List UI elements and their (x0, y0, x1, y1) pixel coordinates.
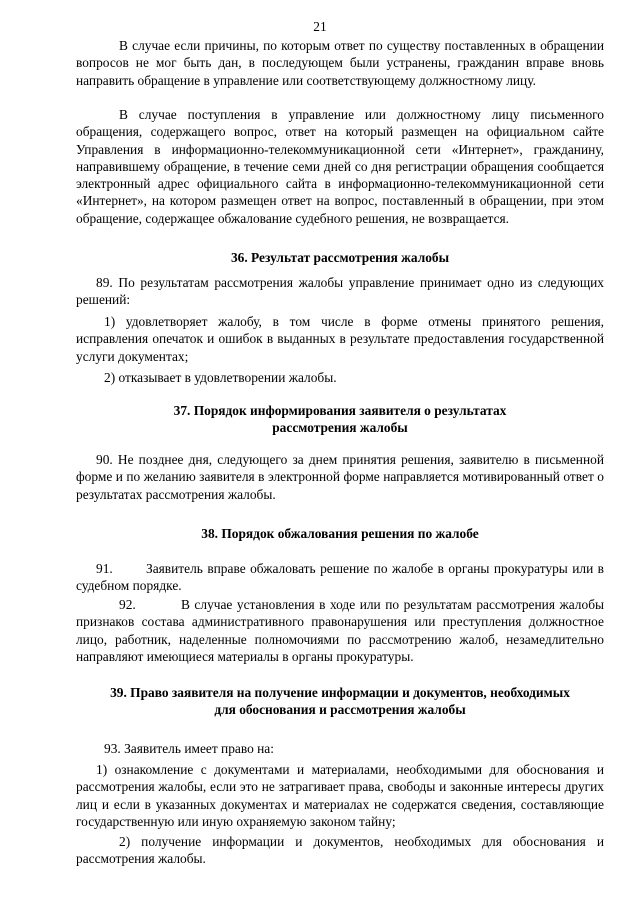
paragraph-92-text: В случае установления в ходе или по результатам рассмотрения жалобы признаков состава административного правонарушения или преступления должностное лицо, работник, наделенные полномочиями по рассмотрению жалоб, незамедлительно направляют имеющиеся материалы в органы прокуратуры. (76, 597, 604, 664)
page-number: 21 (313, 19, 327, 34)
paragraph-answer-on-site: В случае поступления в управление или должностному лицу письменного обращения, содержащего вопрос, ответ на который размещен на официальном сайте Управления в информационно-телекоммуникационной сети «Интернет», гражданину, направившему обращение, в течение семи дней со дня регистрации обращения сообщается электронный адрес официального сайта в информационно-телекоммуникационной сети «Интернет», на котором размещен ответ на вопрос, поставленный в обращении, при этом обращение, содержащее обжалование судебного решения, не возвращается. (76, 107, 604, 226)
paragraph-91-text: Заявитель вправе обжаловать решение по жалобе в органы прокуратуры или в судебном порядке. (76, 561, 604, 594)
paragraph-92-number: 92. (119, 597, 136, 612)
paragraph-89: 89. По результатам рассмотрения жалобы управление принимает одно из следующих решений: (76, 275, 604, 308)
paragraph-92 (76, 596, 604, 665)
paragraph-91 (76, 560, 604, 595)
paragraph-93-item-2: 2) получение информации и документов, необходимых для обоснования и рассмотрения жалобы. (76, 834, 604, 867)
heading-section-37-line-1: 37. Порядок информирования заявителя о результатах (173, 403, 507, 418)
heading-section-37-line-2: рассмотрения жалобы (272, 420, 408, 436)
paragraph-93-item-1: 1) ознакомление с документами и материалами, необходимыми для обоснования и рассмотрения жалобы, если это не затрагивает права, свободы и законные интересы других лиц и если в указанных документах и материалах не содержатся сведения, составляющие государственную или иную охраняемую законом тайну; (76, 762, 604, 829)
paragraph-91-number: 91. (96, 561, 113, 576)
heading-section-39 (76, 684, 604, 719)
heading-section-39-line-1: 39. Право заявителя на получение информации и документов, необходимых (110, 685, 570, 700)
heading-section-36: 36. Результат рассмотрения жалобы (230, 250, 450, 265)
paragraph-89-item-2: 2) отказывает в удовлетворении жалобы. (104, 370, 337, 385)
paragraph-90: 90. Не позднее дня, следующего за днем принятия решения, заявителю в письменной форме и по желанию заявителя в электронной форме направляется мотивированный ответ о результатах рассмотрения жалобы. (76, 452, 604, 502)
paragraph-89-item-1: 1) удовлетворяет жалобу, в том числе в форме отмены принятого решения, исправления опечаток и ошибок в выданных в результате предоставления государственной услуги документах; (76, 314, 604, 364)
paragraph-reapply: В случае если причины, по которым ответ по существу поставленных в обращении вопросов не мог быть дан, в последующем были устранены, гражданин вправе вновь направить обращение в управление или соответствующему должностному лицу. (76, 38, 604, 88)
paragraph-93: 93. Заявитель имеет право на: (104, 741, 274, 756)
heading-section-38: 38. Порядок обжалования решения по жалобе (201, 526, 479, 541)
heading-section-39-line-2: для обоснования и рассмотрения жалобы (214, 702, 466, 718)
heading-section-37 (76, 402, 604, 437)
